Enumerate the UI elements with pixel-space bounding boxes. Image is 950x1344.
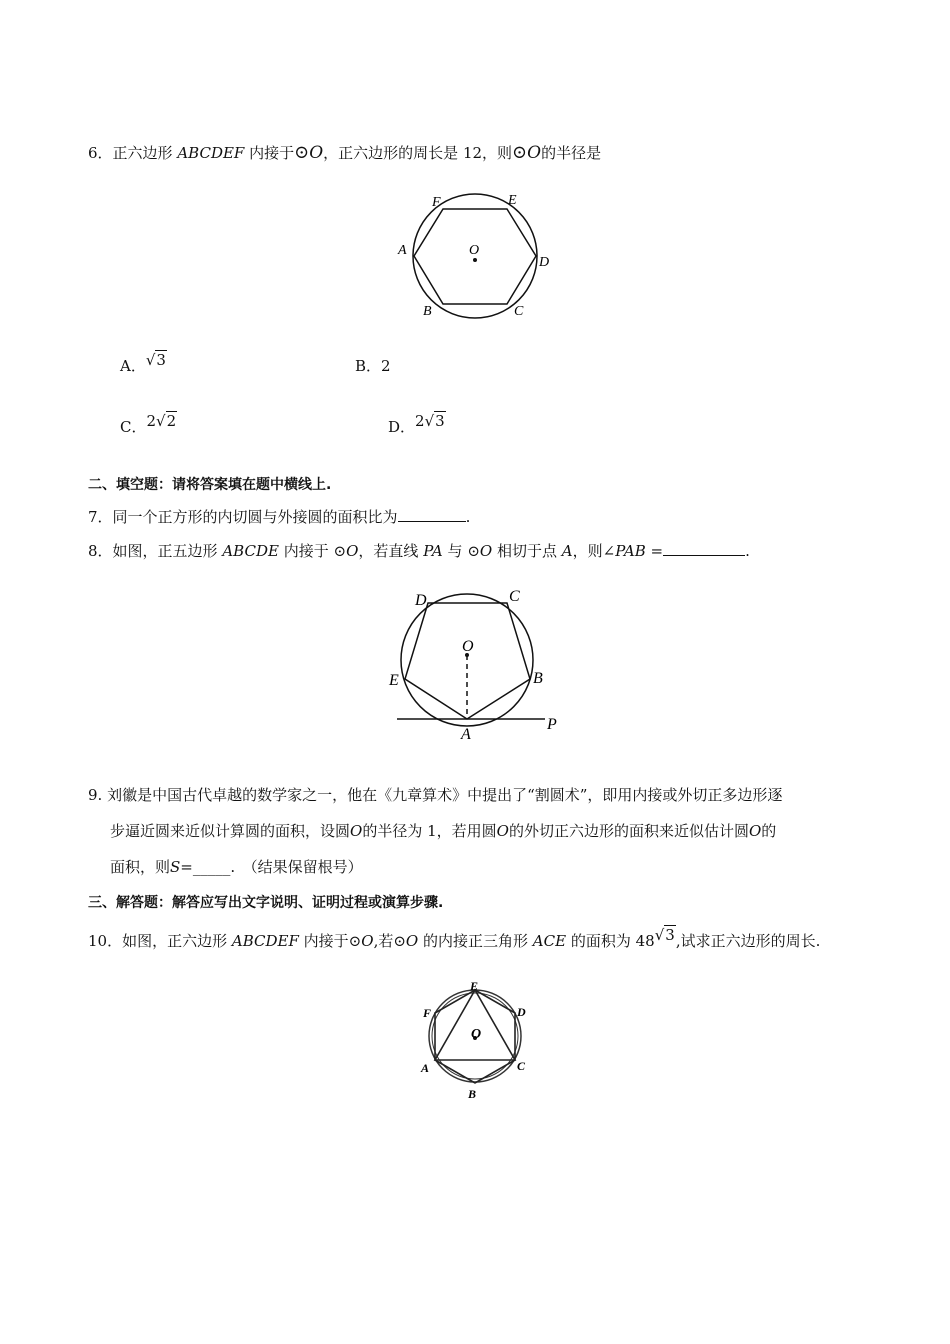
q10-sqrt: √3 (654, 926, 675, 944)
q10-label-O: O (471, 1027, 482, 1042)
q10-stem: 10．如图，正六边形 ABCDEF 内接于⊙O,若⊙O 的内接正三角形 ACE 的面积为 48√3,试求正六边形的周长. (88, 926, 821, 950)
q10-label-E: E (470, 980, 479, 993)
q6-option-c-value: 2√2 (146, 412, 177, 430)
q9-line3: 面积，则S=_____. （结果保留根号） (110, 858, 363, 876)
q8-label-O: O (462, 638, 474, 655)
q8-label-P: P (547, 716, 557, 733)
q6-label-C: C (514, 304, 524, 319)
q8-label-A: A (461, 726, 471, 743)
q7-stem: 7．同一个正方形的内切圆与外接圆的面积比为 . (88, 508, 471, 526)
q10-label-C: C (517, 1059, 526, 1073)
section3-title: 三、解答题：解答应写出文字说明、证明过程或演算步骤. (88, 895, 444, 911)
q8-stem: 8．如图，正五边形 ABCDE 内接于 ⊙O，若直线 PA 与 ⊙O 相切于点 A，则∠PAB = . (88, 542, 750, 560)
q6-stem: 6．正六边形 ABCDEF 内接于⊙O，正六边形的周长是 12，则⊙O的半径是 (88, 142, 602, 163)
q8-label-C: C (509, 588, 520, 605)
q8-answer-blank[interactable] (663, 541, 745, 556)
q7-answer-blank[interactable] (398, 507, 466, 522)
q6-option-d: D．2√3 (388, 412, 445, 436)
q10-label-A: A (421, 1061, 430, 1075)
q6-label-O: O (469, 243, 480, 258)
q6-option-a: A．√3 (120, 351, 166, 375)
q10-label-D: D (517, 1005, 526, 1019)
section2-title: 二、填空题：请将答案填在题中横线上. (88, 477, 332, 493)
q10-label-F: F (423, 1006, 432, 1020)
q9-line1: 9. 刘徽是中国古代卓越的数学家之一，他在《九章算术》中提出了“割圆术”，即用内接或外切正多边形逐 (88, 786, 783, 804)
q10-label-B: B (468, 1087, 477, 1100)
q8-label-B: B (533, 670, 543, 687)
q6-option-c: C．2√2 (120, 412, 177, 436)
q6-center-dot (473, 258, 477, 262)
q6-label-E: E (508, 193, 517, 208)
q8-label-D: D (415, 592, 427, 609)
q6-option-d-value: 2√3 (415, 412, 445, 430)
q10-triangle-ace (435, 990, 515, 1060)
q8-pentagon-figure (385, 585, 575, 745)
q10-hexagon-figure (415, 980, 545, 1100)
q6-label-B: B (423, 304, 432, 319)
q6-label-D: D (539, 255, 550, 270)
q6-hexagon-figure (390, 188, 570, 328)
q6-label-A: A (398, 243, 407, 258)
q9-line2: 步逼近圆来近似计算圆的面积，设圆O的半径为 1，若用圆O的外切正六边形的面积来近似估计圆O的 (110, 822, 777, 840)
q6-option-b: B．2 (355, 357, 391, 375)
q6-label-F: F (432, 195, 441, 210)
q8-label-E: E (389, 672, 399, 689)
q6-option-a-sqrt: √3 (145, 351, 166, 369)
